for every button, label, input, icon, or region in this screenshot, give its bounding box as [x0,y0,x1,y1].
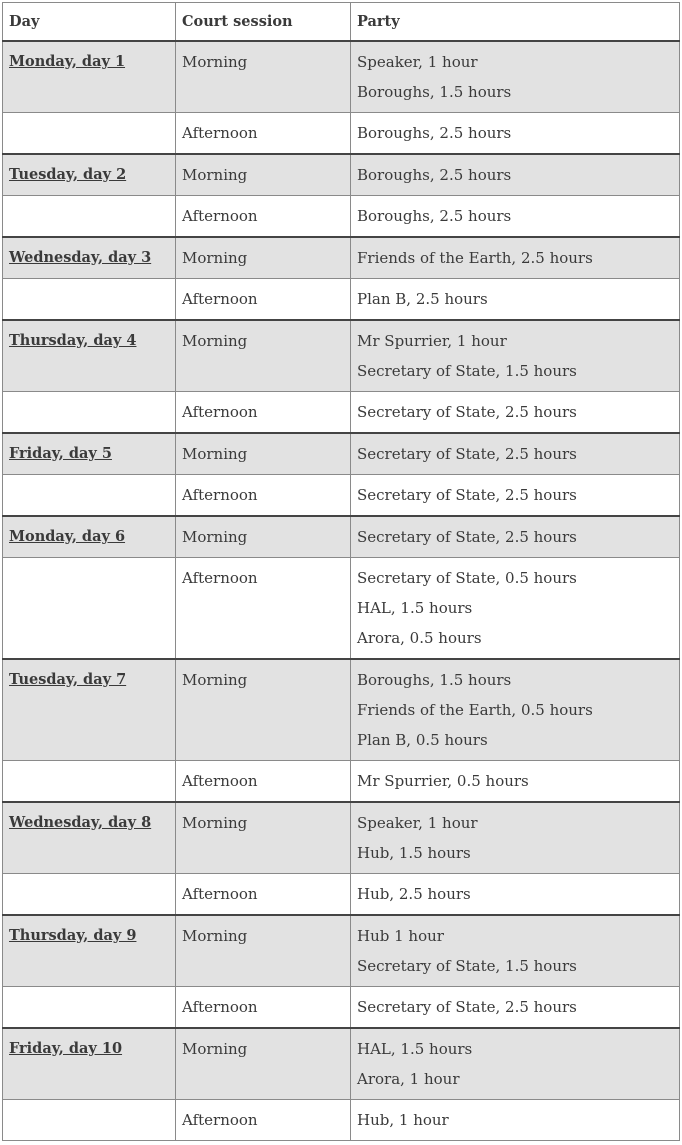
day-cell [3,1028,176,1100]
session-cell [176,391,351,433]
day-label: Friday, day 5 [9,444,112,462]
session-label: Morning [182,248,248,267]
table-row [3,278,680,320]
session-cell [176,557,351,659]
party-cell [351,802,680,874]
day-cell [3,802,176,874]
table-row [3,802,680,874]
session-cell [176,278,351,320]
party-cell [351,154,680,196]
session-cell [176,659,351,761]
session-cell [176,320,351,392]
session-label: Morning [182,670,248,689]
party-entry: Secretary of State, 2.5 hours [357,444,577,463]
party-entry: Friends of the Earth, 2.5 hours [357,248,593,267]
session-cell [176,915,351,987]
session-cell [176,195,351,237]
party-entry: Friends of the Earth, 0.5 hours [357,700,593,719]
day-label: Wednesday, day 3 [9,248,152,266]
session-cell [176,802,351,874]
party-cell [351,1028,680,1100]
table-row [3,873,680,915]
header-row [3,3,680,41]
party-entry: Mr Spurrier, 0.5 hours [357,771,529,790]
table-row [3,474,680,516]
column-header-court-session: Court session [176,3,351,41]
table-row [3,433,680,475]
party-cell [351,433,680,475]
party-entry: Secretary of State, 1.5 hours [357,956,577,975]
session-cell [176,516,351,558]
session-label: Afternoon [182,206,258,225]
session-label: Afternoon [182,884,258,903]
party-entry: Speaker, 1 hour [357,813,478,832]
day-cell-empty [3,873,176,915]
party-cell [351,278,680,320]
party-cell [351,320,680,392]
party-cell [351,760,680,802]
day-cell-empty [3,1099,176,1140]
column-header-party: Party [351,3,680,41]
session-label: Afternoon [182,402,258,421]
session-label: Morning [182,926,248,945]
party-entry: Boroughs, 2.5 hours [357,123,512,142]
party-cell [351,915,680,987]
party-entry: Secretary of State, 1.5 hours [357,361,577,380]
table-row [3,915,680,987]
party-cell [351,237,680,279]
session-cell [176,41,351,113]
day-cell [3,433,176,475]
session-label: Morning [182,1039,248,1058]
party-cell [351,391,680,433]
session-cell [176,154,351,196]
day-label: Friday, day 10 [9,1039,123,1057]
table-row [3,1099,680,1140]
day-cell-empty [3,112,176,154]
table-row [3,986,680,1028]
party-entry: Secretary of State, 2.5 hours [357,527,577,546]
day-cell-empty [3,557,176,659]
party-cell [351,659,680,761]
party-entry: Arora, 0.5 hours [357,628,482,647]
party-entry: Secretary of State, 2.5 hours [357,997,577,1016]
session-cell [176,237,351,279]
party-entry: Hub 1 hour [357,926,444,945]
day-cell [3,154,176,196]
session-cell [176,112,351,154]
party-cell [351,1099,680,1140]
session-cell [176,986,351,1028]
party-entry: Arora, 1 hour [357,1069,460,1088]
day-cell [3,237,176,279]
party-entry: Mr Spurrier, 1 hour [357,331,507,350]
table-row [3,112,680,154]
table-row [3,391,680,433]
day-cell [3,516,176,558]
session-label: Morning [182,331,248,350]
day-cell-empty [3,278,176,320]
party-entry: Speaker, 1 hour [357,52,478,71]
session-label: Afternoon [182,568,258,587]
table-row [3,195,680,237]
party-entry: Plan B, 0.5 hours [357,730,488,749]
table-row [3,557,680,659]
day-label: Monday, day 1 [9,52,126,70]
session-label: Afternoon [182,1110,258,1129]
day-cell-empty [3,195,176,237]
party-entry: Boroughs, 2.5 hours [357,165,512,184]
table-row [3,41,680,113]
schedule-body [3,41,680,1141]
table-row [3,237,680,279]
session-cell [176,1028,351,1100]
hearing-schedule-table [2,2,680,1141]
session-cell [176,1099,351,1140]
day-cell [3,659,176,761]
party-cell [351,41,680,113]
party-cell [351,195,680,237]
table-row [3,154,680,196]
table-row [3,320,680,392]
session-label: Morning [182,527,248,546]
party-entry: Secretary of State, 2.5 hours [357,485,577,504]
party-entry: Hub, 2.5 hours [357,884,471,903]
session-label: Afternoon [182,771,258,790]
day-label: Tuesday, day 7 [9,670,127,688]
party-entry: Plan B, 2.5 hours [357,289,488,308]
party-cell [351,516,680,558]
day-label: Thursday, day 9 [9,926,137,944]
column-header-day: Day [3,3,176,41]
session-cell [176,873,351,915]
session-cell [176,433,351,475]
party-entry: Hub, 1 hour [357,1110,449,1129]
session-cell [176,760,351,802]
table-row [3,1028,680,1100]
session-label: Morning [182,444,248,463]
table-row [3,760,680,802]
party-entry: Secretary of State, 2.5 hours [357,402,577,421]
table-row [3,659,680,761]
party-entry: HAL, 1.5 hours [357,1039,473,1058]
table-row [3,516,680,558]
party-cell [351,986,680,1028]
session-label: Afternoon [182,289,258,308]
day-cell-empty [3,986,176,1028]
day-cell [3,915,176,987]
day-label: Monday, day 6 [9,527,126,545]
party-entry: Boroughs, 1.5 hours [357,670,512,689]
session-label: Afternoon [182,997,258,1016]
party-entry: Boroughs, 2.5 hours [357,206,512,225]
party-entry: Hub, 1.5 hours [357,843,471,862]
session-label: Afternoon [182,485,258,504]
session-label: Morning [182,165,248,184]
session-label: Morning [182,813,248,832]
day-label: Tuesday, day 2 [9,165,127,183]
party-cell [351,112,680,154]
day-label: Thursday, day 4 [9,331,137,349]
day-cell-empty [3,474,176,516]
party-cell [351,474,680,516]
day-label: Wednesday, day 8 [9,813,152,831]
party-entry: Boroughs, 1.5 hours [357,82,512,101]
day-cell [3,320,176,392]
day-cell-empty [3,760,176,802]
day-cell-empty [3,391,176,433]
party-cell [351,557,680,659]
party-entry: Secretary of State, 0.5 hours [357,568,577,587]
session-cell [176,474,351,516]
day-cell [3,41,176,113]
party-cell [351,873,680,915]
session-label: Afternoon [182,123,258,142]
party-entry: HAL, 1.5 hours [357,598,473,617]
session-label: Morning [182,52,248,71]
